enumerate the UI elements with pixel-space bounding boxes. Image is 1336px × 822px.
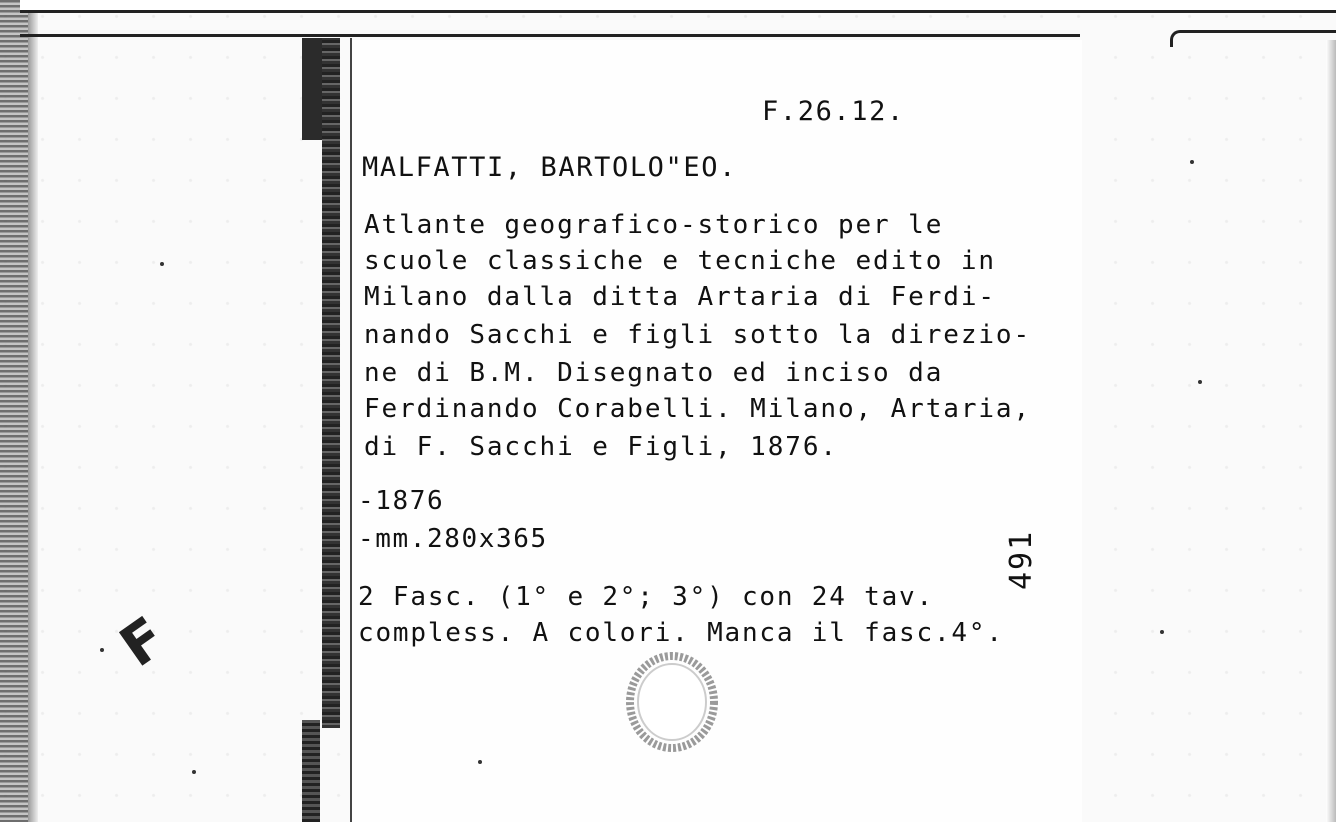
publication-date: -1876 [358, 486, 445, 516]
side-number: 491 [1004, 529, 1039, 590]
card-tab [302, 38, 324, 140]
speck [160, 262, 164, 266]
punch-hole [624, 652, 720, 752]
title-line: Ferdinando Corabelli. Milano, Artaria, [364, 394, 1032, 424]
scan-right-edge [1326, 40, 1336, 822]
speck [1198, 380, 1202, 384]
title-line: scuole classiche e tecniche edito in [364, 246, 996, 276]
title-line: Atlante geografico-storico per le [364, 210, 944, 240]
physical-description: compless. A colori. Manca il fasc.4°. [358, 618, 1004, 648]
f-stamp: F [108, 604, 178, 681]
speck [192, 770, 196, 774]
title-line: nando Sacchi e figli sotto la direzio- [364, 320, 1032, 350]
title-line: di F. Sacchi e Figli, 1876. [364, 432, 838, 462]
speck [1160, 630, 1164, 634]
speck [1190, 160, 1194, 164]
card-top-rule [20, 34, 1080, 37]
shelfmark: F.26.12. [762, 96, 905, 127]
card-spine [322, 38, 340, 728]
speck [478, 760, 482, 764]
physical-description: 2 Fasc. (1° e 2°; 3°) con 24 tav. [358, 582, 934, 612]
author-heading: MALFATTI, BARTOLO"EO. [362, 152, 737, 183]
title-line: ne di B.M. Disegnato ed inciso da [364, 358, 944, 388]
top-border [20, 0, 1336, 13]
card-spine-lower [302, 720, 320, 822]
title-line: Milano dalla ditta Artaria di Ferdi- [364, 282, 996, 312]
dimensions: -mm.280x365 [358, 524, 548, 554]
scan-left-edge [0, 0, 28, 822]
card-corner-rule [1170, 30, 1336, 47]
scan-left-shadow [28, 0, 38, 822]
speck [100, 648, 104, 652]
